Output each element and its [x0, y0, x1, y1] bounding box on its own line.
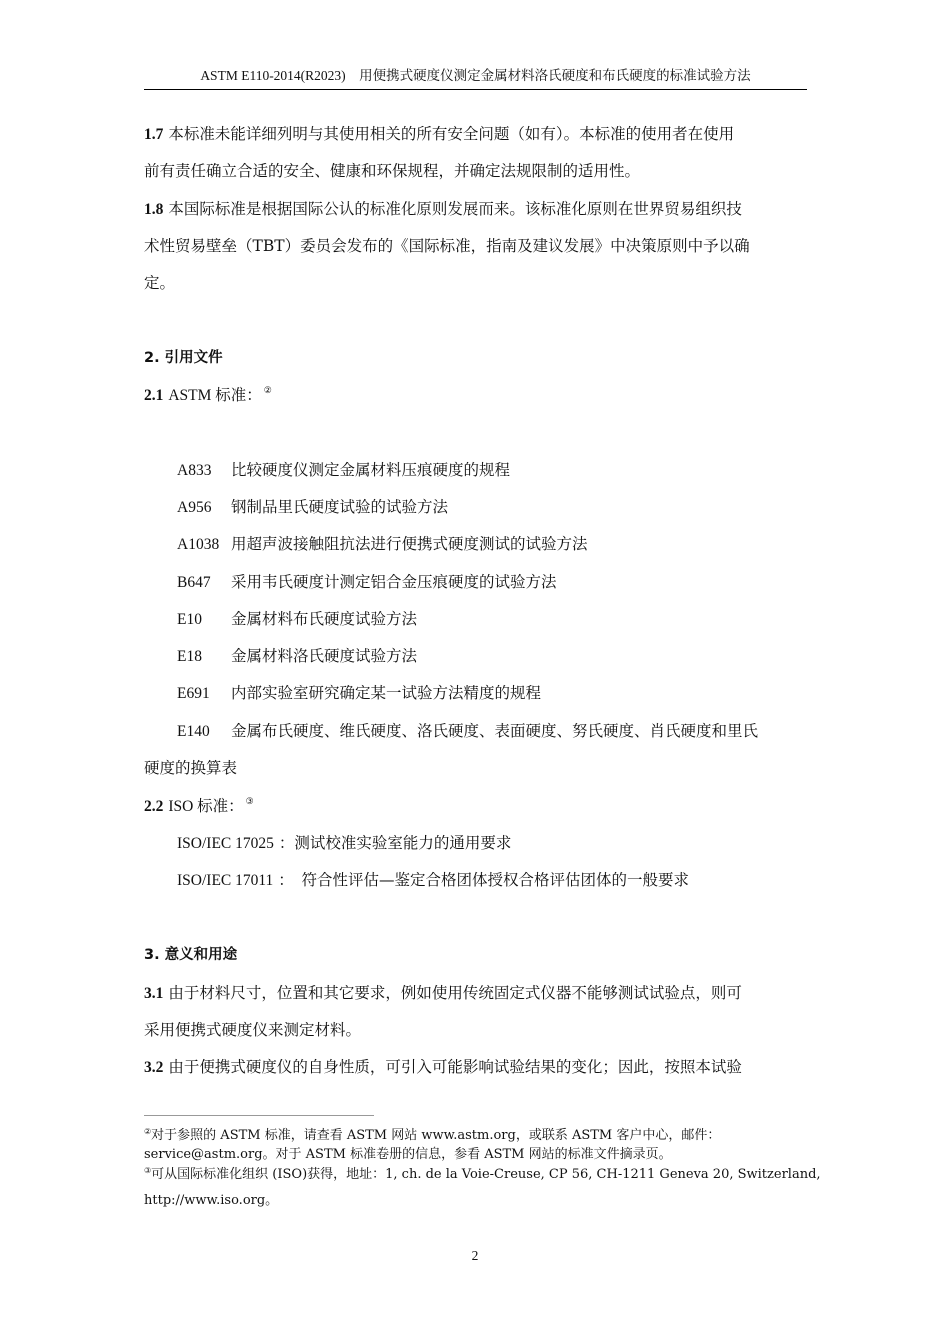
- footnote-mark: ②: [144, 1127, 152, 1136]
- clause-label: ISO 标准：: [168, 798, 244, 815]
- paragraph-text: 由于便携式硬度仪的自身性质，可引入可能影响试验结果的变化；因此，按照本试验: [168, 1058, 742, 1076]
- footnote-2-line-1: [144, 1126, 720, 1147]
- footnote-text: 可从国际标准化组织 (ISO)获得，地址：1, ch. de la Voie-Creuse, CP 56, CH-1211 Geneva 20, Switzerland,: [151, 1167, 821, 1182]
- paragraph-text: 本标准未能详细列明与其使用相关的所有安全问题（如有）。本标准的使用者在使用: [168, 125, 735, 143]
- paragraph-1-8-line-3: 定。: [144, 274, 176, 292]
- reference-title: 采用韦氏硬度计测定铝合金压痕硬度的试验方法: [231, 573, 557, 591]
- reference-item: [177, 496, 448, 519]
- reference-title: 金属材料洛氏硬度试验方法: [231, 647, 418, 665]
- footnote-ref-2: ②: [263, 386, 272, 396]
- footnote-2-line-2: service@astm.org。对于 ASTM 标准卷册的信息，参看 ASTM 网站的标准文件摘录页。: [144, 1147, 672, 1162]
- paragraph-3-2-line-1: [144, 1056, 742, 1079]
- reference-title: 钢制品里氏硬度试验的试验方法: [231, 498, 449, 516]
- reference-item-continuation: 硬度的换算表: [144, 759, 238, 777]
- page-number: 2: [471, 1248, 479, 1263]
- clause-label: ASTM 标准：: [168, 387, 262, 404]
- reference-title: ：测试校准实验室能力的通用要求: [278, 834, 512, 852]
- reference-item: [177, 682, 541, 705]
- paragraph-text: 本国际标准是根据国际公认的标准化原则发展而来。该标准化原则在世界贸易组织技: [168, 200, 742, 218]
- reference-item: [177, 720, 758, 743]
- reference-item: [177, 571, 557, 594]
- clause-2-2: [144, 795, 254, 820]
- header-rule: [144, 89, 807, 90]
- clause-number: 1.8: [144, 201, 164, 218]
- reference-code: A833: [177, 462, 212, 479]
- reference-code: A956: [177, 499, 212, 516]
- reference-code: ISO/IEC 17025: [177, 835, 274, 852]
- reference-item: [177, 832, 511, 855]
- reference-item: [177, 459, 510, 482]
- clause-number: 2.1: [144, 387, 164, 404]
- paragraph-text: 由于材料尺寸，位置和其它要求，例如使用传统固定式仪器不能够测试试验点，则可: [168, 984, 742, 1002]
- clause-number: 3.1: [144, 985, 164, 1002]
- reference-title: 金属布氏硬度、维氏硬度、洛氏硬度、表面硬度、努氏硬度、肖氏硬度和里氏: [231, 722, 759, 740]
- footnote-3-line-1: [144, 1165, 821, 1186]
- paragraph-1-7-line-1: [144, 123, 734, 146]
- reference-title: 比较硬度仪测定金属材料压痕硬度的规程: [231, 461, 511, 479]
- reference-title: 内部实验室研究确定某一试验方法精度的规程: [231, 684, 542, 702]
- paragraph-1-8-line-2: 术性贸易壁垒（TBT）委员会发布的《国际标准，指南及建议发展》中决策原则中予以确: [144, 237, 750, 255]
- paragraph-1-8-line-1: [144, 198, 742, 221]
- reference-code: A1038: [177, 536, 220, 553]
- reference-code: E691: [177, 685, 210, 702]
- section-3-heading: 3. 意义和用途: [144, 947, 238, 963]
- paragraph-3-1-line-2: 采用便携式硬度仪来测定材料。: [144, 1021, 362, 1039]
- reference-title: 用超声波接触阻抗法进行便携式硬度测试的试验方法: [231, 535, 588, 553]
- footnote-ref-3: ③: [245, 797, 254, 807]
- reference-code: E10: [177, 611, 202, 628]
- footnote-text: 对于参照的 ASTM 标准，请查看 ASTM 网站 www.astm.org，或联系 ASTM 客户中心，邮件：: [151, 1128, 721, 1143]
- reference-code: ISO/IEC 17011: [177, 872, 274, 889]
- reference-code: E18: [177, 648, 202, 665]
- reference-item: [177, 645, 417, 668]
- footnote-mark: ③: [144, 1166, 152, 1175]
- paragraph-3-1-line-1: [144, 982, 742, 1005]
- clause-number: 1.7: [144, 126, 164, 143]
- reference-code: E140: [177, 723, 210, 740]
- reference-item: [177, 533, 588, 556]
- running-header: ASTM E110-2014(R2023) 用便携式硬度仪测定金属材料洛氏硬度和布氏硬度的标准试验方法: [200, 68, 751, 83]
- clause-2-1: [144, 384, 272, 409]
- reference-title: 金属材料布氏硬度试验方法: [231, 610, 418, 628]
- section-2-heading: 2. 引用文件: [144, 350, 223, 366]
- clause-number: 3.2: [144, 1059, 164, 1076]
- reference-title: ： 符合性评估—鉴定合格团体授权合格评估团体的一般要求: [278, 871, 690, 889]
- paragraph-1-7-line-2: 前有责任确立合适的安全、健康和环保规程，并确定法规限制的适用性。: [144, 162, 641, 180]
- reference-item: [177, 869, 689, 892]
- reference-item: [177, 608, 417, 631]
- footnote-3-line-2: http://www.iso.org。: [144, 1193, 279, 1208]
- reference-code: B647: [177, 574, 211, 591]
- clause-number: 2.2: [144, 798, 164, 815]
- footnote-separator: [144, 1115, 374, 1116]
